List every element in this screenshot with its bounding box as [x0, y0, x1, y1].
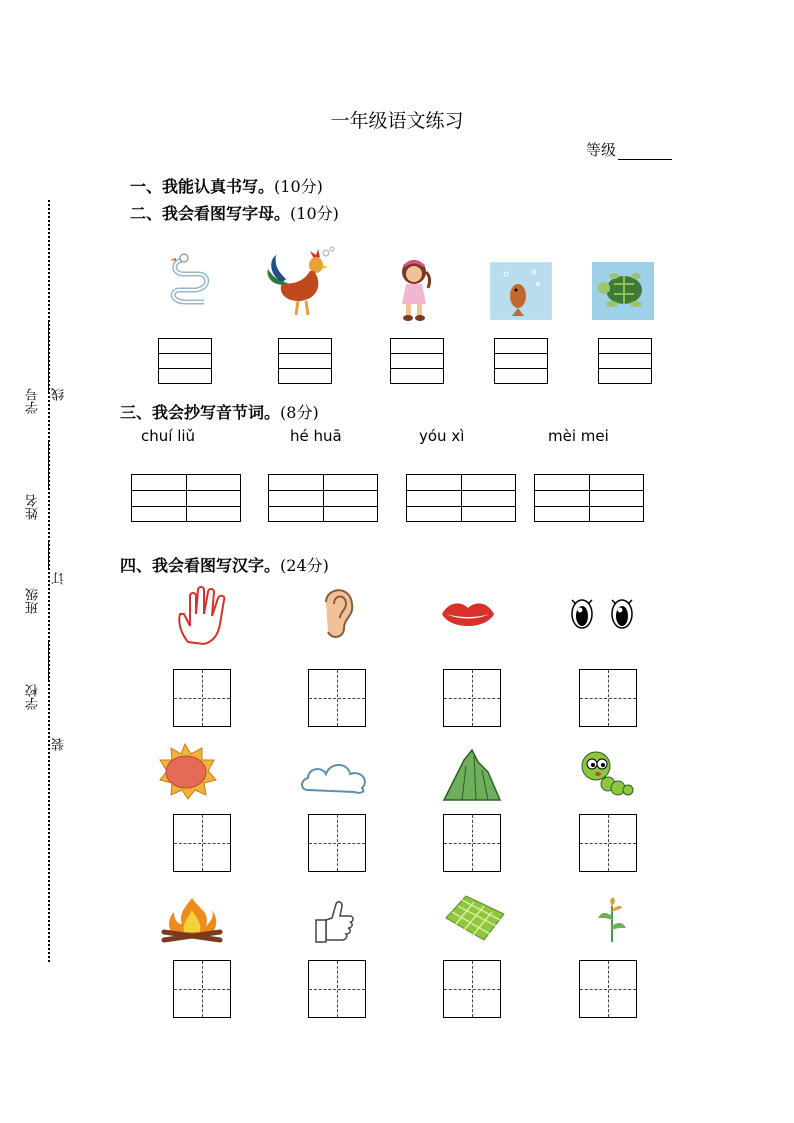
hand-icon	[174, 584, 232, 646]
bug-icon	[580, 748, 634, 802]
margin-name-label: 姓名	[26, 494, 41, 520]
char-grid-mouth[interactable]	[443, 669, 501, 727]
section-1-score: (10分)	[274, 177, 323, 196]
margin-student-number-label: 学号	[26, 388, 41, 414]
letter-grid-5[interactable]	[598, 338, 652, 384]
margin-class-label: 班级	[26, 588, 41, 614]
section-2-heading	[130, 201, 339, 224]
mountain-icon	[442, 746, 502, 802]
ear-icon	[318, 584, 358, 642]
section-3-score: (8分)	[280, 403, 319, 422]
pinyin-word-3: yóu xì	[419, 427, 465, 445]
section-3-label: 三、我会抄写音节词。	[120, 403, 281, 422]
binding-name-line-2	[48, 440, 49, 490]
pinyin-word-2: hé huā	[290, 427, 342, 445]
section-4-label: 四、我会看图写汉字。	[120, 556, 281, 575]
letter-grid-4[interactable]	[494, 338, 548, 384]
char-grid-mountain[interactable]	[443, 814, 501, 872]
pinyin-grid-1[interactable]	[131, 474, 241, 522]
section-1-label: 一、我能认真书写。	[130, 177, 275, 196]
grade-field	[586, 139, 672, 160]
grade-label: 等级	[586, 141, 617, 159]
letter-grid-3[interactable]	[390, 338, 444, 384]
section-1-heading	[130, 174, 323, 197]
section-4-heading	[120, 553, 329, 576]
sprout-icon	[594, 896, 630, 944]
pinyin-grid-2[interactable]	[268, 474, 378, 522]
cloud-icon	[300, 760, 372, 796]
grade-blank[interactable]	[618, 144, 672, 160]
girl-icon	[392, 258, 436, 322]
binding-name-line-1	[48, 322, 49, 394]
swan-icon	[166, 248, 216, 308]
char-grid-field[interactable]	[443, 960, 501, 1018]
margin-zhuang-label: 装	[52, 738, 67, 751]
section-4-score: (24分)	[280, 556, 329, 575]
letter-grid-1[interactable]	[158, 338, 212, 384]
char-grid-sprout[interactable]	[579, 960, 637, 1018]
fish-icon	[490, 262, 552, 320]
char-grid-cloud[interactable]	[308, 814, 366, 872]
eyes-icon	[566, 594, 638, 632]
rooster-icon	[264, 245, 338, 319]
sun-icon	[152, 742, 218, 800]
section-2-score: (10分)	[290, 204, 339, 223]
fire-icon	[160, 896, 224, 944]
letter-grid-2[interactable]	[278, 338, 332, 384]
margin-ding-label: 订	[52, 572, 67, 585]
char-grid-ear[interactable]	[308, 669, 366, 727]
section-3-heading	[120, 400, 319, 423]
pinyin-word-4: mèi mei	[548, 427, 609, 445]
field-icon	[442, 894, 508, 944]
char-grid-sun[interactable]	[173, 814, 231, 872]
char-grid-fire[interactable]	[173, 960, 231, 1018]
pinyin-grid-3[interactable]	[406, 474, 516, 522]
page-title: 一年级语文练习	[330, 110, 464, 132]
margin-school-label: 学校	[26, 684, 41, 710]
char-grid-hand[interactable]	[173, 669, 231, 727]
thumb-icon	[312, 900, 356, 944]
char-grid-bug[interactable]	[579, 814, 637, 872]
pinyin-grid-4[interactable]	[534, 474, 644, 522]
turtle-icon	[592, 262, 654, 320]
section-2-label: 二、我会看图写字母。	[130, 204, 291, 223]
binding-name-line-4	[48, 640, 49, 680]
binding-name-line-3	[48, 540, 49, 570]
char-grid-eyes[interactable]	[579, 669, 637, 727]
char-grid-thumb[interactable]	[308, 960, 366, 1018]
margin-xian-label: 线	[52, 388, 67, 401]
pinyin-word-1: chuí liǔ	[141, 427, 196, 445]
mouth-icon	[440, 598, 496, 634]
